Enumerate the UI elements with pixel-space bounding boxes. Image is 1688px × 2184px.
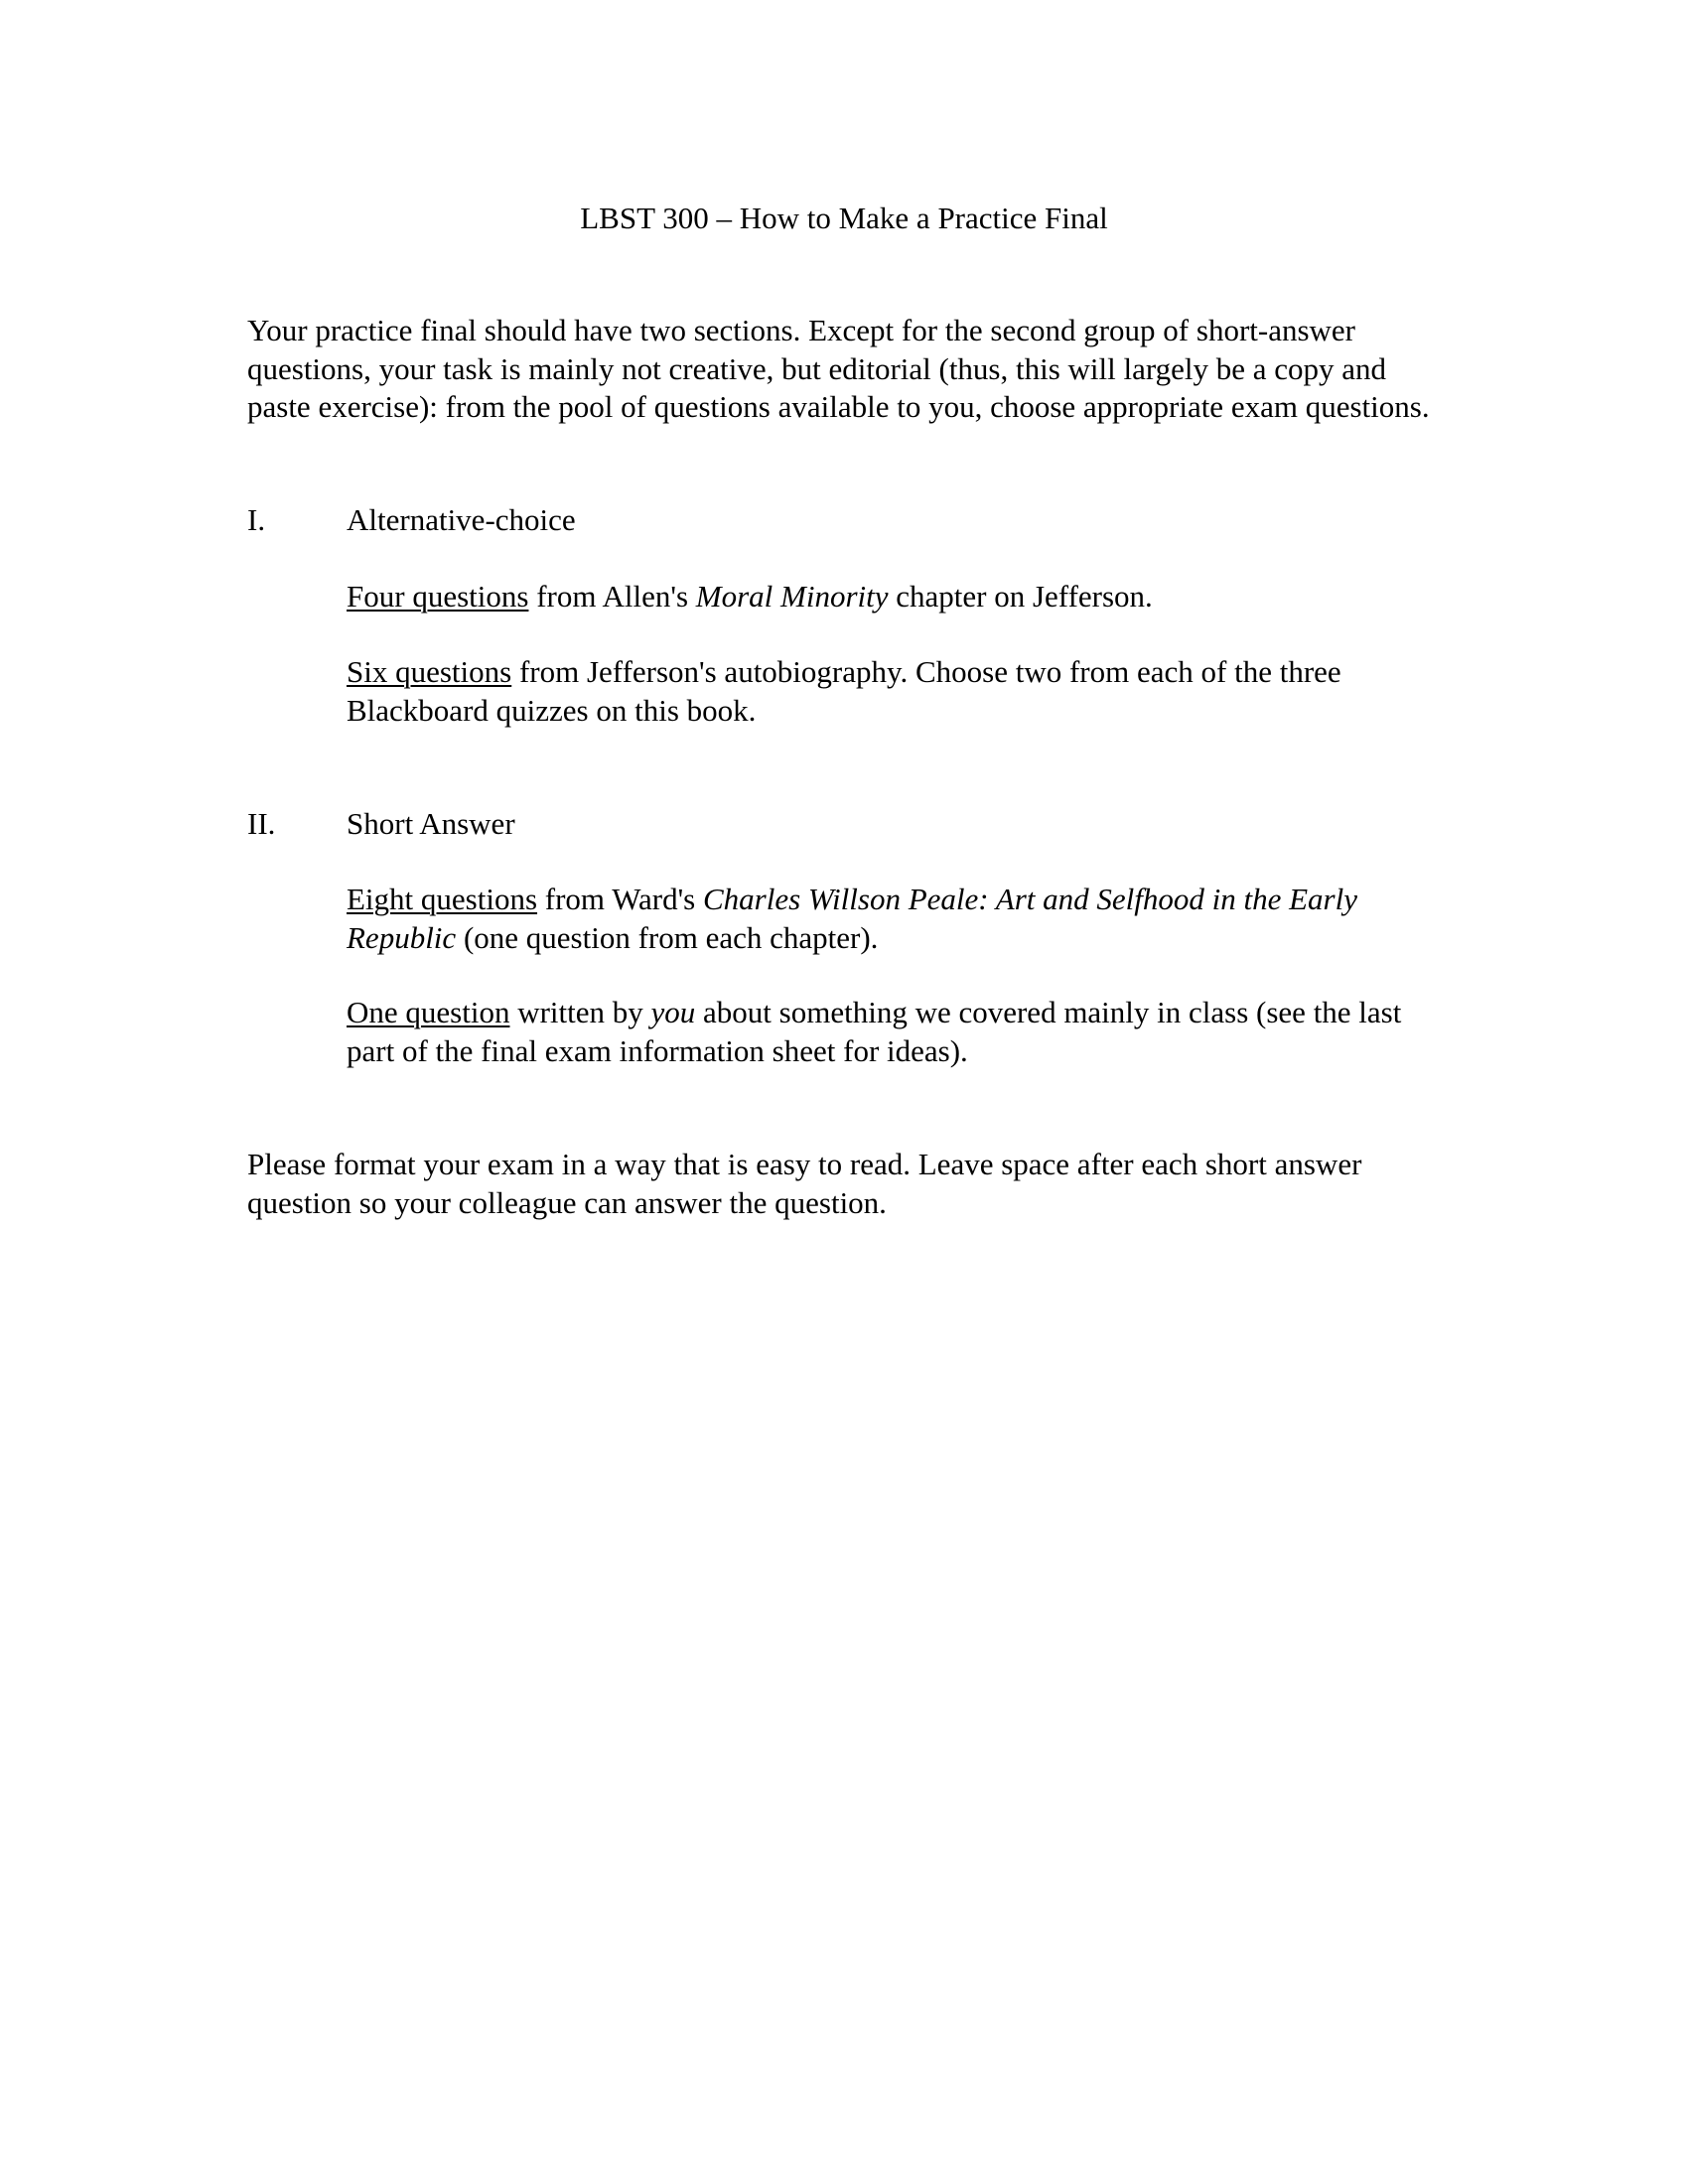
book-title: Moral Minority — [695, 579, 889, 614]
item-text: chapter on Jefferson. — [888, 579, 1153, 614]
section-2-item-1 — [347, 881, 1449, 957]
section-2-label: Short Answer — [347, 806, 515, 841]
section-1-numeral: I. — [247, 502, 266, 537]
item-text: from Allen's — [528, 579, 696, 614]
emphasis-text: you — [650, 995, 696, 1029]
section-2-item-2 — [347, 994, 1449, 1070]
item-text: about something we covered mainly in class (see the last part of the final exam information sheet for ideas). — [347, 995, 1402, 1068]
book-title: Charles Willson Peale: Art and Selfhood in the Early Republic — [347, 882, 1357, 955]
item-text: from Ward's — [537, 882, 703, 916]
intro-paragraph: Your practice final should have two sections. Except for the second group of short-answer questions, your task is mainly not creative, but editorial (thus, this will largely be a copy and paste exercise): from the pool of questions available to you, choose appropriate exam questions. — [247, 313, 1430, 424]
item-underlined-label: Eight questions — [347, 882, 538, 916]
item-underlined-label: Six questions — [347, 654, 512, 689]
item-underlined-label: One question — [347, 995, 510, 1029]
page-title: LBST 300 – How to Make a Practice Final — [580, 201, 1108, 235]
section-1-item-2 — [347, 653, 1449, 730]
item-text: from Jefferson's autobiography. Choose two from each of the three Blackboard quizzes on this book. — [347, 654, 1341, 728]
closing-paragraph: Please format your exam in a way that is easy to read. Leave space after each short answer question so your colleague can answer the question. — [247, 1147, 1362, 1220]
item-text: (one question from each chapter). — [456, 919, 879, 955]
item-text: written by — [509, 995, 651, 1029]
section-2-numeral: II. — [247, 806, 276, 841]
section-1-label: Alternative-choice — [347, 502, 576, 537]
item-underlined-label: Four questions — [347, 579, 529, 614]
section-1-item-1 — [347, 578, 1449, 616]
